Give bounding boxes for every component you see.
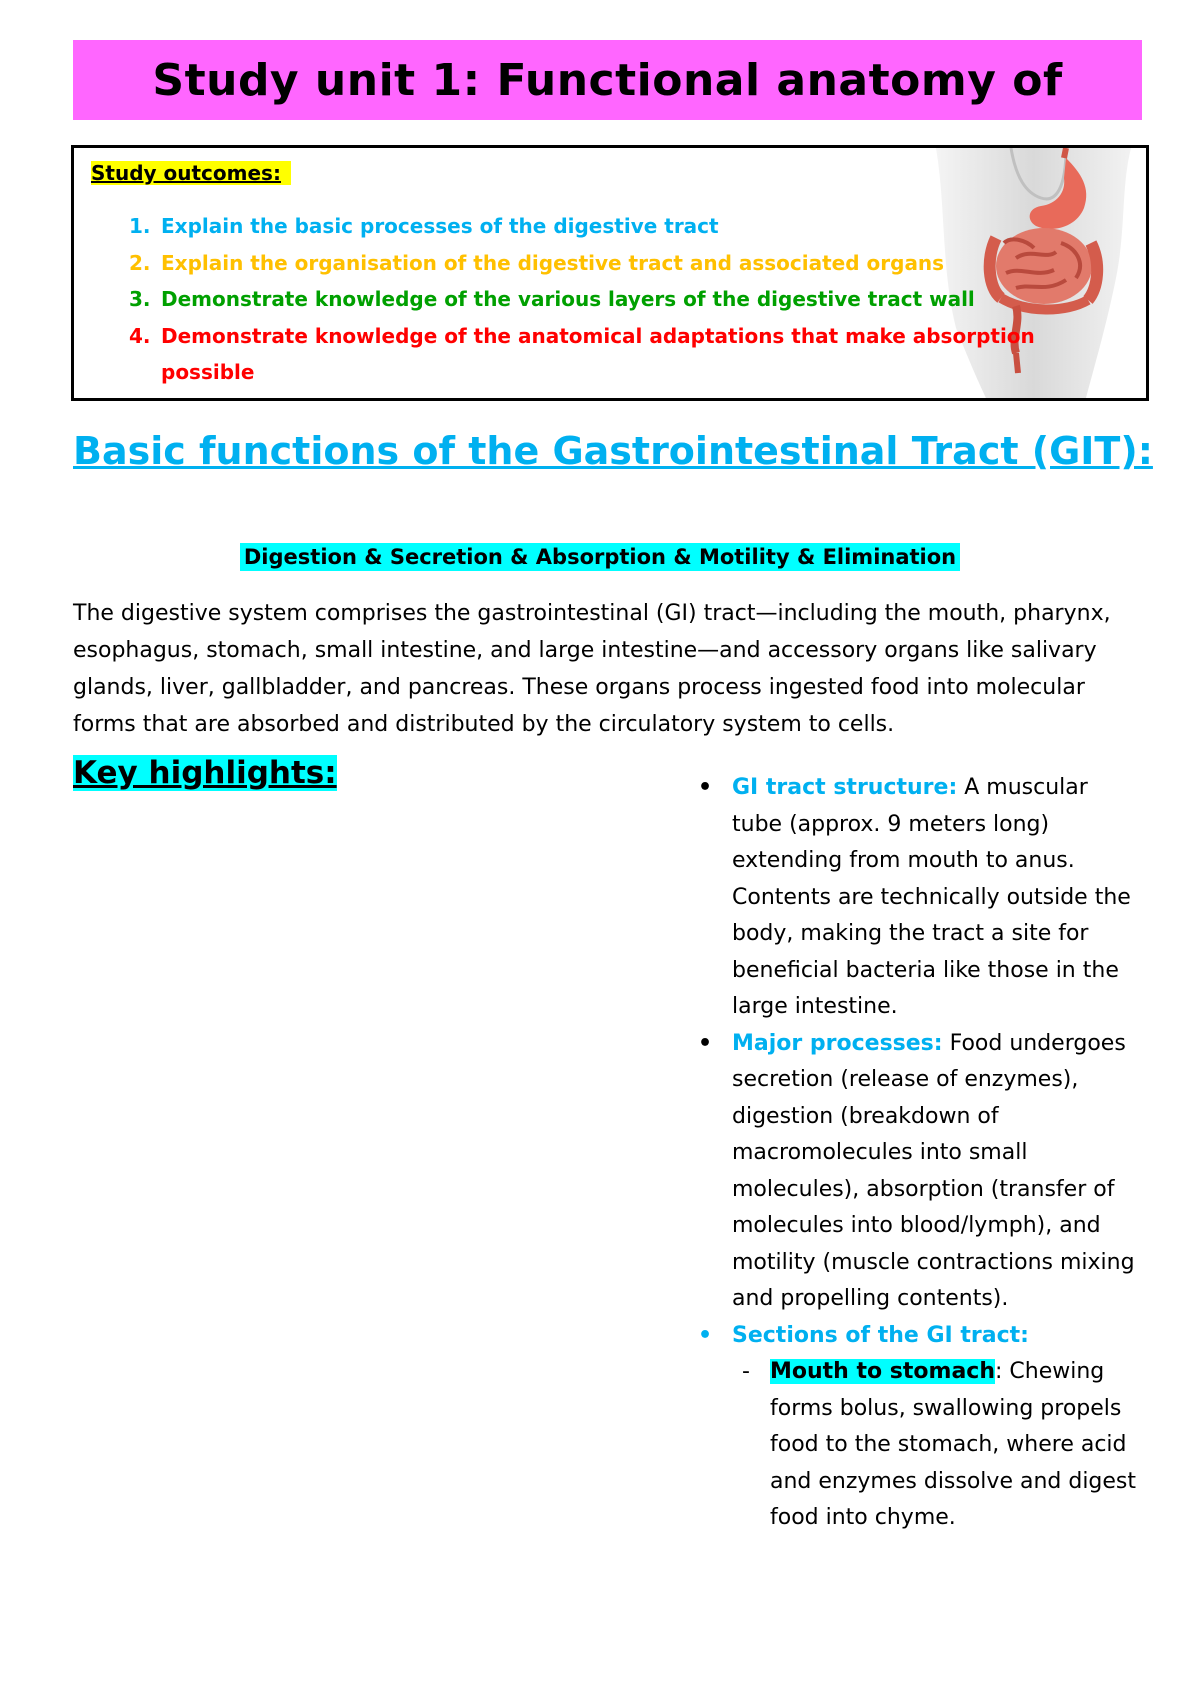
processes-text: Digestion & Secretion & Absorption & Motility & Elimination [240,543,960,571]
outcome-item: 3. Demonstrate knowledge of the various layers of the digestive tract wall [129,287,975,311]
sub-item [732,1354,1140,1537]
highlight-item [690,1026,1140,1318]
outcome-item: 1. Explain the basic processes of the digestive tract [129,214,719,238]
highlight-item [690,1318,1140,1537]
highlight-text: A muscular tube (approx. 9 meters long) extending from mouth to anus. Contents are technically outside the body, making the tract a site for beneficial bacteria like those in the large intestine. [732,775,1131,1019]
study-outcomes-label: Study outcomes: [91,161,291,185]
outcome-item: 4. Demonstrate knowledge of the anatomical adaptations that make absorption possible [129,323,1035,384]
study-outcomes-box [71,145,1149,401]
bullet-icon: • [697,775,713,800]
sub-term: Mouth to stomach [770,1359,995,1384]
highlight-item [690,770,1140,1026]
processes-banner [0,545,1200,569]
study-outcomes-list [91,208,1131,391]
section-heading: Basic functions of the Gastrointestinal Tract (GIT): [73,429,1153,473]
bullet-icon: • [697,1030,713,1056]
sections-sublist [732,1354,1140,1537]
highlight-term: Sections of the GI tract: [732,1322,1029,1348]
dash-icon: - [742,1359,750,1384]
highlight-text: Food undergoes secretion (release of enzymes), digestion (breakdown of macromolecules into small molecules), absorption (transfer of molecules into blood/lymph), and motility (muscle contractions mixing and propelling contents). [732,1030,1135,1311]
highlight-term: GI tract structure: [732,775,958,800]
intro-paragraph: The digestive system comprises the gastrointestinal (GI) tract—including the mouth, pharynx, esophagus, stomach, small intestine, and large intestine—and accessory organs like salivary glands, liver, gallbladder, and pancreas. These organs process ingested food into molecular forms that are absorbed and distributed by the circulatory system to cells. [73,601,1111,737]
outcome-item: 2. Explain the organisation of the digestive tract and associated organs [129,250,945,275]
bullet-icon: • [697,1322,713,1348]
key-highlights-list [690,770,1140,1537]
title-banner [73,40,1142,120]
key-highlights-heading: Key highlights: [73,755,337,791]
page-title: Study unit 1: Functional anatomy of [152,54,1063,106]
sub-text: : Chewing forms bolus, swallowing propels food to the stomach, where acid and enzymes dissolve and digest food into chyme. [770,1359,1137,1530]
highlight-term: Major processes: [732,1030,943,1056]
